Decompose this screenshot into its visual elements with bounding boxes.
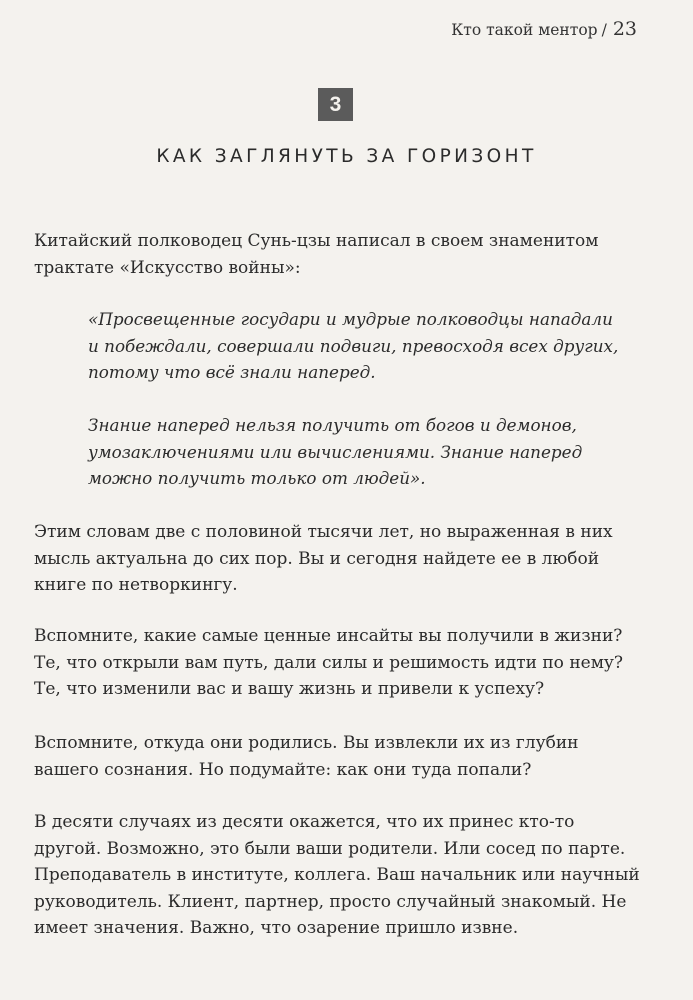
- header-separator: /: [601, 21, 607, 39]
- paragraph-4: В десяти случаях из десяти окажется, что их принес кто-то другой. Возможно, это были ваши родители. Или сосед по парте. Преподаватель в институте, коллега. Ваш начальник или научный руководитель. Клиент, партнер, просто случайный знакомый. Не имеет значения. Важно, что озарение пришло извне.: [34, 812, 640, 938]
- page-number: 23: [612, 18, 637, 40]
- chapter-title: КАК ЗАГЛЯНУТЬ ЗА ГОРИЗОНТ: [156, 146, 537, 167]
- running-header: [451, 18, 637, 40]
- quote-paragraph-2: Знание наперед нельзя получить от богов и демонов, умозаключениями или вычислениями. Знание наперед можно получить только от людей».: [88, 415, 583, 488]
- paragraph-3: Вспомните, откуда они родились. Вы извлекли их из глубин вашего сознания. Но подумайте: как они туда попали?: [34, 733, 579, 780]
- paragraph-1: Этим словам две с половиной тысячи лет, но выраженная в них мысль актуальна до сих пор. Вы и сегодня найдете ее в любой книге по нетворкингу.: [34, 522, 613, 595]
- quote-paragraph-1: «Просвещенные государи и мудрые полководцы нападали и побеждали, совершали подвиги, превосходя всех других, потому что всё знали наперед.: [88, 309, 619, 382]
- paragraph-intro: Китайский полководец Сунь-цзы написал в своем знаменитом трактате «Искусство войны»:: [34, 231, 599, 278]
- paragraph-2: Вспомните, какие самые ценные инсайты вы получили в жизни? Те, что открыли вам путь, дали силы и решимость идти по нему? Те, что изменили вас и вашу жизнь и привели к успеху?: [34, 626, 624, 699]
- chapter-number-badge: 3: [318, 88, 353, 121]
- running-title: Кто такой ментор: [451, 21, 598, 39]
